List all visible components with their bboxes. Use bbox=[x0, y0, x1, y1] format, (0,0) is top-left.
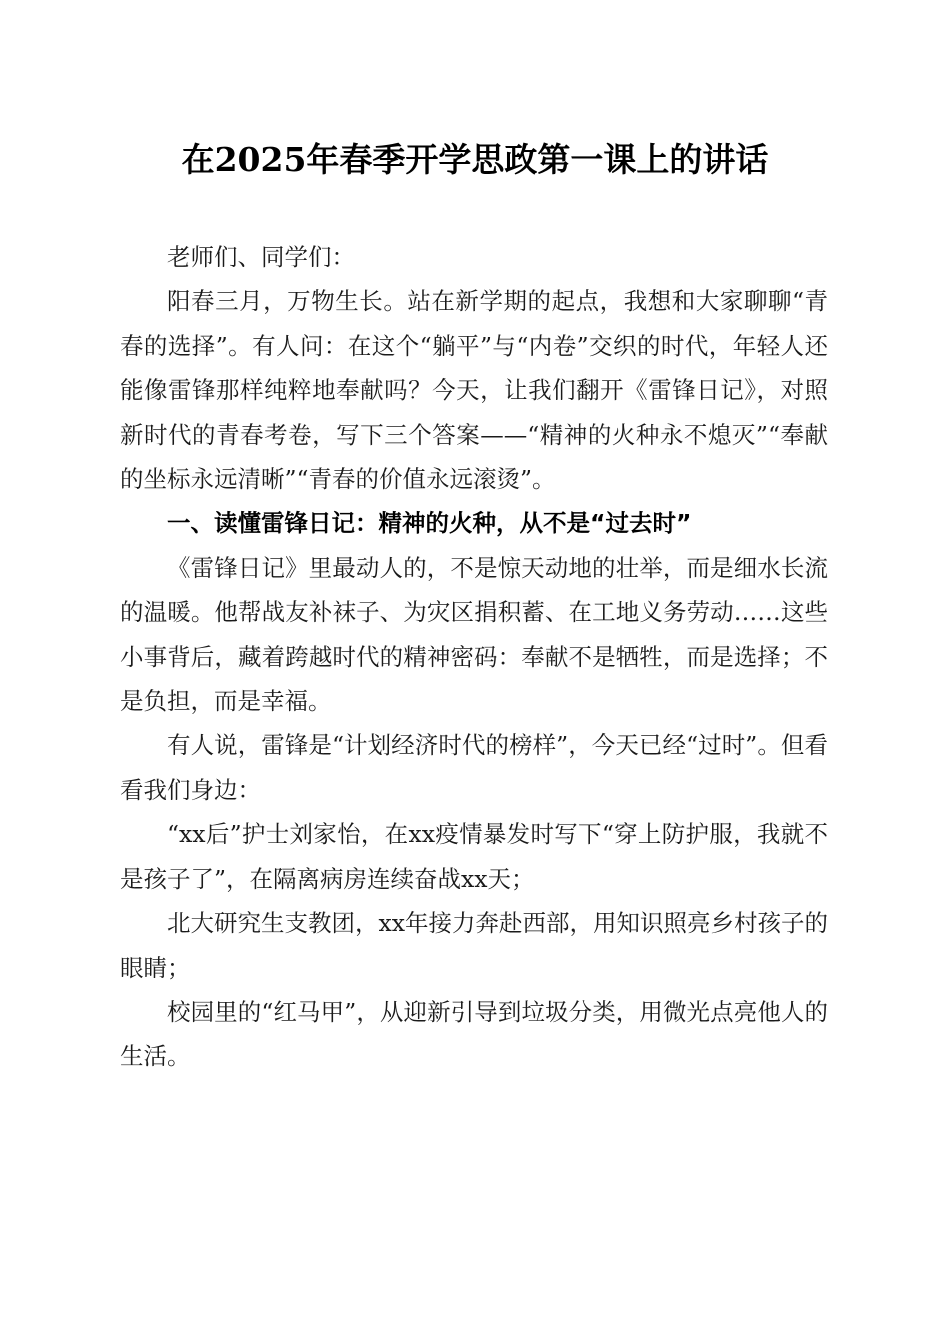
body-paragraph: 《雷锋日记》里最动人的，不是惊天动地的壮举，而是细水长流的温暖。他帮战友补袜子、为灾区捐积蓄、在工地义务劳动……这些小事背后，藏着跨越时代的精神密码：奉献不是牺牲，而是选择；不是负担，而是幸福。 bbox=[120, 553, 828, 716]
example-paragraph: 北大研究生支教团，xx年接力奔赴西部，用知识照亮乡村孩子的眼睛； bbox=[120, 909, 829, 982]
section-heading-1: 一、读懂雷锋日记：精神的火种，从不是“过去时” bbox=[167, 509, 692, 538]
body-paragraph: 有人说，雷锋是“计划经济时代的榜样”，今天已经“过时”。但看看我们身边： bbox=[120, 731, 828, 804]
document-body bbox=[120, 235, 828, 1079]
document-title: 在2025年春季开学思政第一课上的讲话 bbox=[181, 140, 769, 179]
example-paragraph: “xx后”护士刘家怡，在xx疫情暴发时写下“穿上防护服，我就不是孩子了”，在隔离病房连续奋战xx天； bbox=[120, 820, 828, 893]
intro-paragraph: 阳春三月，万物生长。站在新学期的起点，我想和大家聊聊“青春的选择”。有人问：在这个“躺平”与“内卷”交织的时代，年轻人还能像雷锋那样纯粹地奉献吗？今天，让我们翻开《雷锋日记》，对照新时代的青春考卷，写下三个答案——“精神的火种永不熄灭”“奉献的坐标永远清晰”“青春的价值永远滚烫”。 bbox=[120, 287, 828, 494]
salutation: 老师们、同学们： bbox=[167, 243, 355, 271]
example-paragraph: 校园里的“红马甲”，从迎新引导到垃圾分类，用微光点亮他人的生活。 bbox=[120, 997, 828, 1071]
